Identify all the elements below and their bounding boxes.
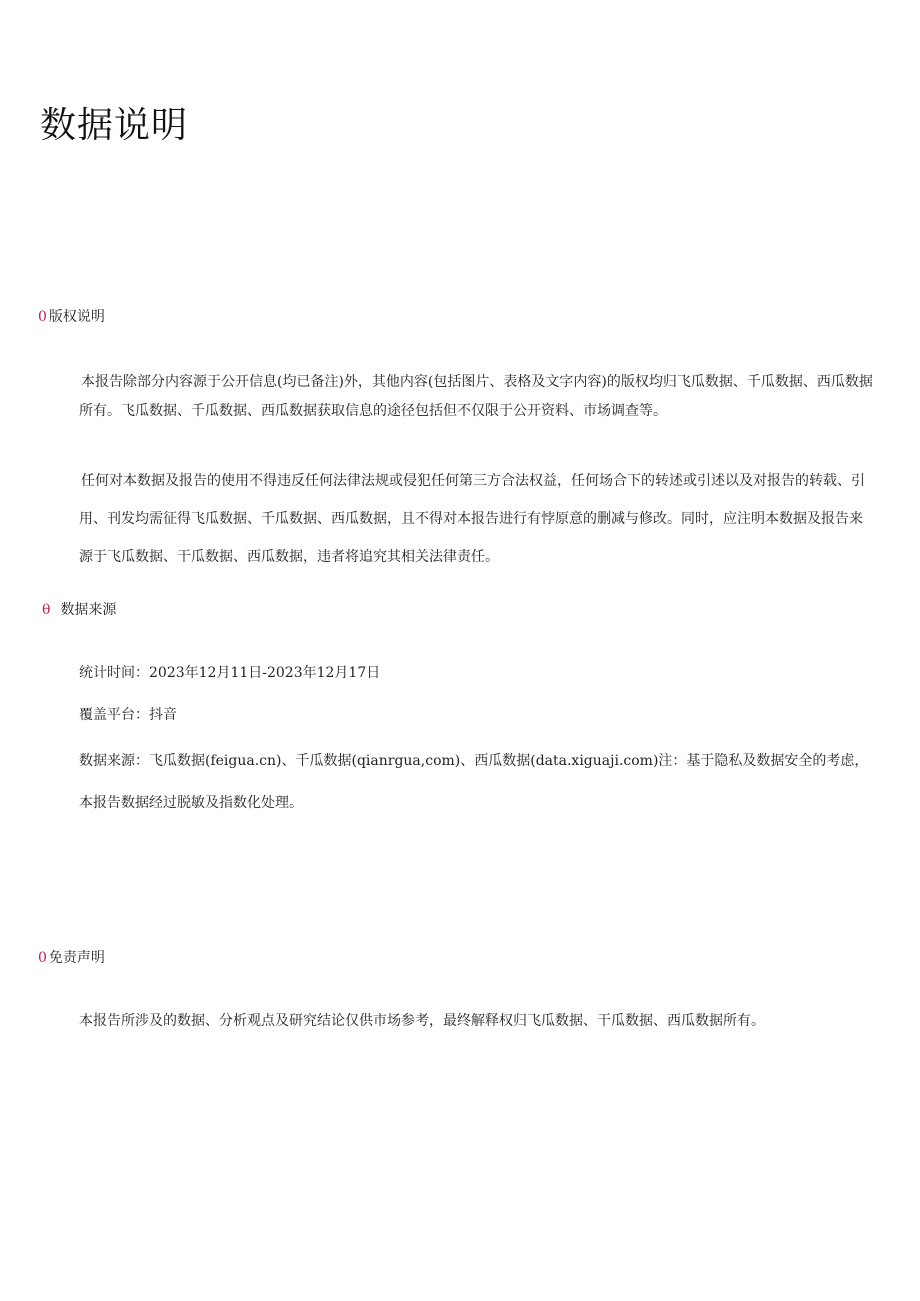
section-marker: 0 — [38, 950, 47, 966]
page-title: 数据说明 — [40, 105, 189, 146]
section-marker: θ — [42, 602, 51, 618]
copyright-paragraph-2: 任何对本数据及报告的使用不得违反任何法律法规或侵犯任何第三方合法权益，任何场合下的转述或引述以及对报告的转载、引用、刊发均需征得飞瓜数据、千瓜数据、西瓜数据，且不得对本报告进行有悖原意的删减与修改。同时，应注明本数据及报告来源于飞瓜数据、干瓜数据、西瓜数据，违者将追究其相关法律责任。 — [79, 473, 865, 565]
section-heading-label: 免责声明 — [48, 950, 105, 966]
data-source-text: 数据来源：飞瓜数据(feigua.cn)、千瓜数据(qianrgua,com)、西瓜数据(data.xiguaji.com)注：基于隐私及数据安全的考虑，本报告数据经过脱敏及指数化处理。 — [79, 753, 869, 811]
section-heading-label: 数据来源 — [60, 602, 117, 618]
section-heading-copyright — [38, 307, 105, 327]
section-heading-disclaimer — [38, 948, 105, 968]
section-marker: 0 — [38, 309, 47, 325]
platform: 覆盖平台：抖音 — [79, 707, 177, 723]
disclaimer-text: 本报告所涉及的数据、分析观点及研究结论仅供市场参考，最终解释权归飞瓜数据、干瓜数据、西瓜数据所有。 — [79, 1013, 765, 1029]
copyright-paragraph-1: 本报告除部分内容源于公开信息(均已备注)外，其他内容(包括图片、表格及文字内容)的版权均归飞瓜数据、千瓜数据、西瓜数据所有。飞瓜数据、千瓜数据、西瓜数据获取信息的途径包括但不仅限于公开资料、市场调查等。 — [79, 374, 873, 419]
stat-time: 统计时间：2023年12月11日-2023年12月17日 — [79, 665, 381, 681]
section-heading-source — [42, 600, 116, 620]
section-heading-label: 版权说明 — [48, 309, 105, 325]
